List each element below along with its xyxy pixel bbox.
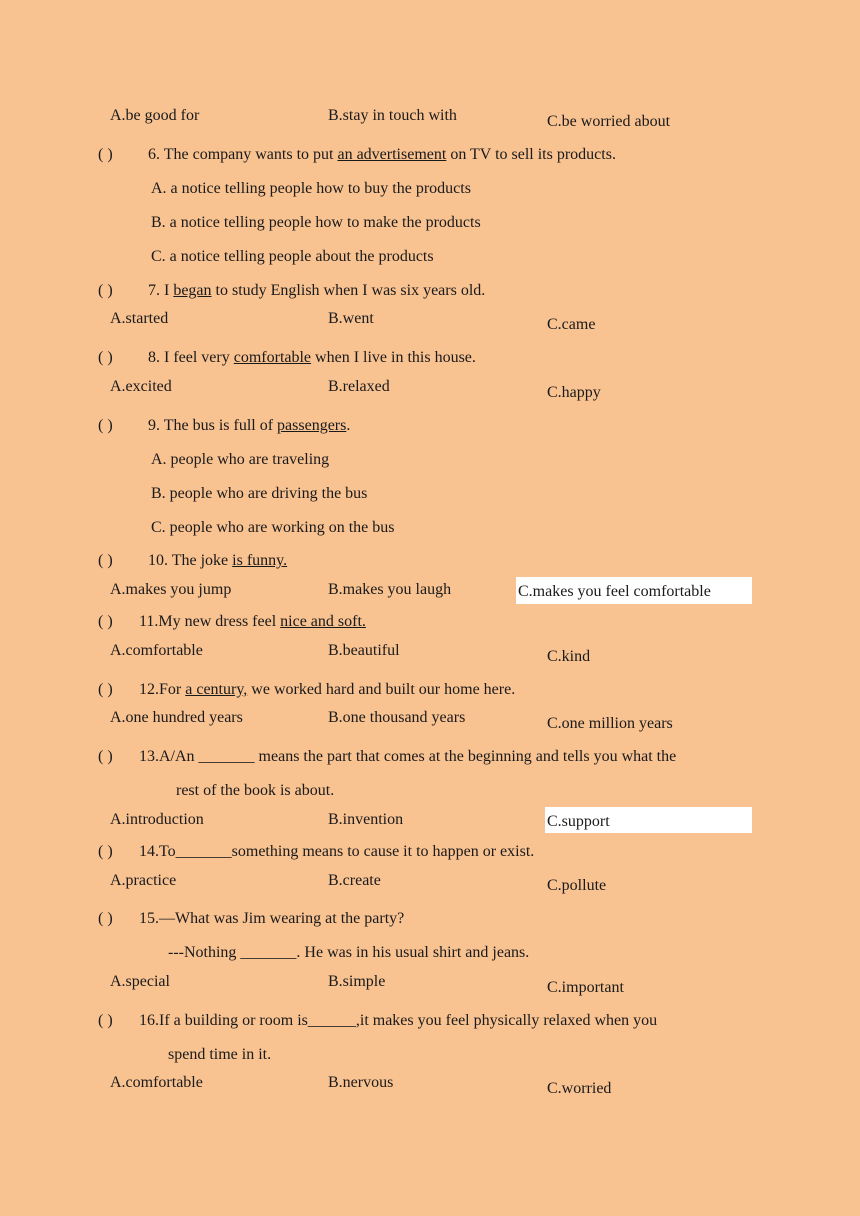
question-16-continuation: spend time in it. <box>168 1046 272 1063</box>
option-b: B.one thousand years <box>328 709 466 726</box>
underlined-term: nice and soft. <box>280 613 366 630</box>
answer-blank[interactable]: ( ) <box>98 282 113 299</box>
answer-blank[interactable]: ( ) <box>98 417 113 434</box>
option-b: B.invention <box>328 811 404 828</box>
option-a: A.be good for <box>110 107 200 124</box>
option-c: C.support <box>547 813 610 830</box>
option-a: A.makes you jump <box>110 581 232 598</box>
option-a: A.special <box>110 973 170 990</box>
option-c: C.happy <box>547 384 601 401</box>
question-number: 8. <box>148 349 160 366</box>
option-c: C.makes you feel comfortable <box>518 583 711 600</box>
option-c: C.important <box>547 979 624 996</box>
option-a: A.started <box>110 310 169 327</box>
question-number: 6. <box>148 146 160 163</box>
question-number: 12. <box>139 681 159 698</box>
option-b: B.nervous <box>328 1074 394 1091</box>
option-a: A.one hundred years <box>110 709 243 726</box>
answer-blank[interactable]: ( ) <box>98 552 113 569</box>
answer-blank[interactable]: ( ) <box>98 349 113 366</box>
underlined-term: passengers <box>277 417 347 434</box>
option-b: B. people who are driving the bus <box>151 485 368 502</box>
answer-blank[interactable]: ( ) <box>98 613 113 630</box>
option-b: B.beautiful <box>328 642 400 659</box>
option-c: C.pollute <box>547 877 607 894</box>
answer-blank[interactable]: ( ) <box>98 843 113 860</box>
option-c: C.came <box>547 316 596 333</box>
answer-blank[interactable]: ( ) <box>98 146 113 163</box>
question-number: 15. <box>139 910 159 927</box>
question-number: 11. <box>139 613 159 630</box>
underlined-term: began <box>173 282 212 299</box>
option-b: B.create <box>328 872 381 889</box>
worksheet-page: A.be good for B.stay in touch with C.be worried about ( ) 6. The company wants to put an advertisement on TV to sell its products. A. a notice telling people how to buy the products B. a notice telling people how to make the products C. a notice telling people about the products ( ) 7. I began to study English when I was six years old. A.started B.went C.came ( ) 8. I feel very comfortable when I live in this house. A.excited B.relaxed C.happy ( ) 9. The bus is full of passengers. A. people who are traveling B. people who are driving the bus C. people who are working on the bus ( ) 10. The joke is funny. A.makes you jump B.makes you laugh C.makes you feel comfortable ( ) 11.My new dress feel nice and soft. A.comfortable B.beautiful C.kind ( ) 12.For a century, we worked hard and built our home here. A.one hundred years B.one thousand years C.one million years ( ) 13.A/An _______ means the part that comes at the beginning and tells you what the rest of the book is about. A.introduction B.invention C.support ( ) 14.To_______something means to cause it to happen or exist. A.practice B.create C.pollute ( ) 15.—What was Jim wearing at the party? ---Nothing _______. He was in his usual shirt and jeans. A.special B.simple C.important ( ) 16.If a building or room is______,it makes you feel physically relaxed when you spend time in it. A.comfortable B.nervous C.worried <box>0 0 860 1216</box>
option-c: C. people who are working on the bus <box>151 519 395 536</box>
question-number: 14. <box>139 843 159 860</box>
option-b: B.stay in touch with <box>328 107 457 124</box>
option-a: A. people who are traveling <box>151 451 330 468</box>
answer-blank[interactable]: ( ) <box>98 681 113 698</box>
option-b: B.relaxed <box>328 378 390 395</box>
option-a: A. a notice telling people how to buy the products <box>151 180 471 197</box>
underlined-term: is funny. <box>232 552 288 569</box>
option-c: C. a notice telling people about the products <box>151 248 434 265</box>
option-c: C.be worried about <box>547 113 671 130</box>
question-number: 13. <box>139 748 159 765</box>
option-c: C.kind <box>547 648 591 665</box>
question-number: 9. <box>148 417 160 434</box>
question-number: 10. <box>148 552 168 569</box>
question-15-continuation: ---Nothing _______. He was in his usual shirt and jeans. <box>168 944 530 961</box>
option-c: C.worried <box>547 1080 612 1097</box>
option-b: B. a notice telling people how to make the products <box>151 214 481 231</box>
option-a: A.practice <box>110 872 177 889</box>
question-number: 16. <box>139 1012 159 1029</box>
option-a: A.excited <box>110 378 172 395</box>
option-a: A.introduction <box>110 811 204 828</box>
underlined-term: comfortable <box>233 349 312 366</box>
option-b: B.simple <box>328 973 386 990</box>
option-a: A.comfortable <box>110 1074 203 1091</box>
option-b: B.went <box>328 310 374 327</box>
underlined-term: an advertisement <box>337 146 447 163</box>
answer-blank[interactable]: ( ) <box>98 910 113 927</box>
answer-blank[interactable]: ( ) <box>98 1012 113 1029</box>
underlined-term: a century, <box>185 681 248 698</box>
question-13-continuation: rest of the book is about. <box>176 782 335 799</box>
option-a: A.comfortable <box>110 642 203 659</box>
option-b: B.makes you laugh <box>328 581 452 598</box>
option-c: C.one million years <box>547 715 673 732</box>
answer-blank[interactable]: ( ) <box>98 748 113 765</box>
question-number: 7. <box>148 282 160 299</box>
